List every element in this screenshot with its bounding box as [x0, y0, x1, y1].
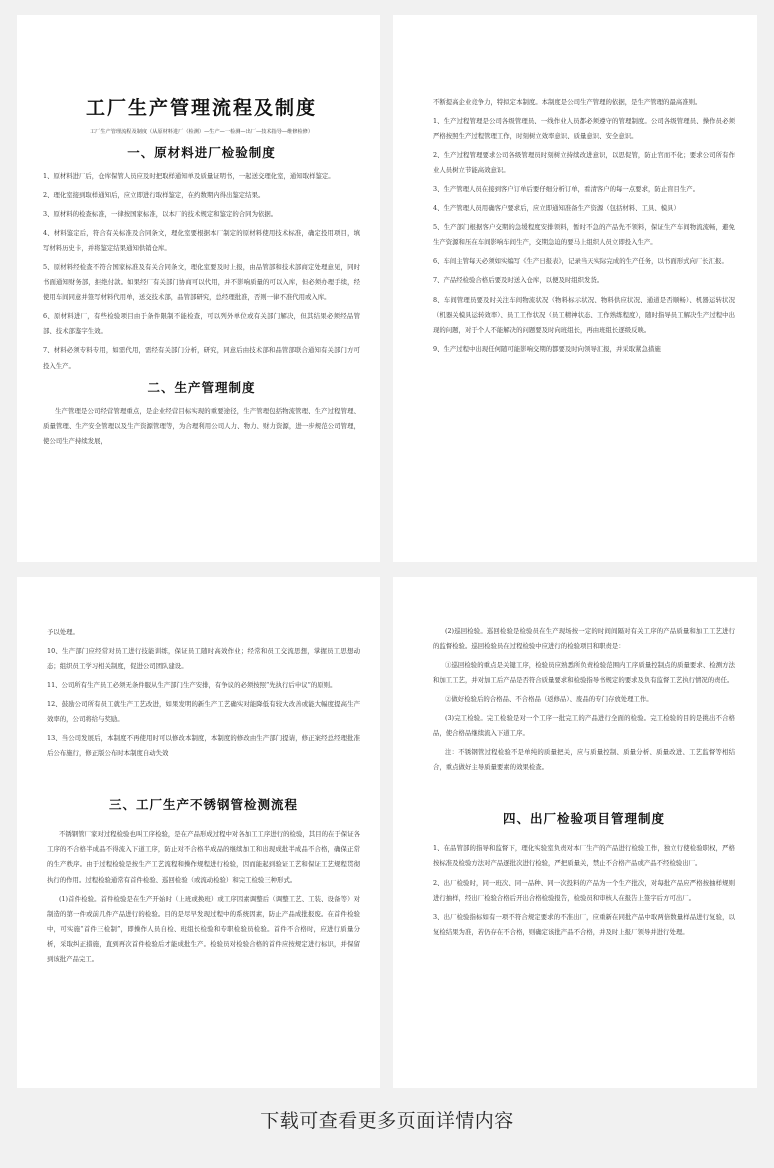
section-4-item: 1、在品管部的指导和监督下，理化实验室负责对本厂生产的产品进行检验工作，独立行使检验职权，严格按标准及检验方法对产品逐批次进行检验，严把质量关，禁止不合格产品或产品不经检验出厂。 — [433, 844, 735, 868]
section-1-item: 5、原材料经检查不符合国家标准及有关合同条文，理化室要及时上报，由品管部和技术部商定处理意见，同时书面通知财务部，拒绝付款。如果经厂有关部门协商可以代用，并不影响质量的可以入库，但必须办理手续，经使用车间同意并签写材料代用单，送交技术部，品管部研究，总经理批准，否则一律不准代用或入库。 — [43, 263, 360, 302]
document-page-3 — [17, 577, 380, 1088]
document-title: 工厂生产管理流程及制度 — [85, 97, 317, 119]
document-page-1 — [17, 15, 380, 562]
paragraph: 予以处理。 — [47, 628, 79, 636]
section-2-heading: 二、生产管理制度 — [147, 379, 256, 395]
list-item: 5、生产部门根据客户交期的急缓程度安排领料，暂时不急的产品先不领料，保证生产车间物流流畅，避免生产资源和压在车间影响车间生产，交期急迫的要马上组织人员立即投入生产。 — [433, 223, 735, 247]
list-item: 1、生产过程管理是公司各级管理员、一线作业人员都必须遵守的管理制度。公司各级管理员、操作员必须严格按照生产过程管理工作，时刻树立效率意识、质量意识、安全意识。 — [433, 117, 735, 141]
list-item: 10、生产部门应经常对员工进行技能训练，保证员工随时高效作业；经常和员工交流思想，掌握员工思想动态；组织员工学习相关制度，促进公司团队建设。 — [47, 647, 360, 671]
list-item: 13、当公司发展后，本制度不再使用时可以修改本制度，本制度的修改由生产部门提请，修正案经总经理批准后公布施行，修正版公布时本制度自动失效 — [47, 734, 360, 758]
list-item: 4、生产管理人员用确客户要求后，应立即通知准备生产资源（包括材料、工具、模具） — [433, 204, 680, 213]
list-item: 3、生产管理人员在接到客户订单后要仔细分析订单，看清客户的每一点要求，防止盲目生产。 — [433, 185, 700, 194]
list-item: 11、公司所有生产员工必须无条件服从生产部门生产安排，有争议的必须按照“先执行后申议”的原则。 — [47, 681, 337, 690]
document-page-2 — [393, 15, 757, 562]
paragraph: (2)巡回检验。巡回检验是检验员在生产现场按一定的时间间隔对有关工序的产品质量和加工工艺进行的监督检验。巡回检验员在过程检验中应进行的检验项目和职责是： — [433, 627, 735, 651]
section-1-item: 3、原材料的检查标准，一律按国家标准，以本厂的技术规定和鉴定的合同为依据。 — [43, 210, 278, 219]
section-2-paragraph: 生产管理是公司经营管理重点，是企业经营目标实现的重要途径，生产管理包括物流管理、生产过程管理、质量管理、生产安全管理以及生产资源管理等，为合理利用公司人力、物力、财力资源，进一步规范公司管理，使公司生产持续发展， — [43, 406, 360, 445]
list-item: 8、车间管理员要及时关注车间物流状况（物料标示状况、物料供应状况、通道是否顺畅）、机器运转状况（机器关模具运转效率）、员工工作状况（员工精神状态、工作熟练程度），随时指导员工解决生产过程中出现的问题，对于个人不能解决的问题要及时向班组长，再由班组长逐级反映。 — [433, 295, 735, 334]
section-3-paragraph: 不锈钢管厂家对过程检验也叫工序检验，是在产品形成过程中对各加工工序进行的检验，其目的在于保证各工序的不合格半成品不得流入下道工序，防止对不合格半成品的继续加工和出现成批半成品不合格，确保正常的生产秩序。由于过程检验是按生产工艺流程和操作规程进行检验，因而能起到验证工艺和保证工艺规程贯彻执行的作用。过程检验通常有首件检验、巡回检验（或流动检验）和完工检验三种形式。 — [47, 830, 360, 884]
section-1-item: 6、原材料进厂，有些检验项目由于条件限制不能检查，可以列外单位或有关部门解决，但其结果必须经品管部、技术部鉴字生效。 — [43, 312, 360, 336]
section-1-item: 1、原材料进厂后，仓库保管人员应及时把取样通知单及质量证明书，一起送交理化室，通知取样鉴定。 — [43, 172, 335, 180]
section-4-item: 2、出厂检验时，同一班次、同一品种、同一次投料的产品为一个生产批次，对每批产品应严格按抽样规则进行抽样，经出厂检验合格后开出合格检验报告，检验员和审核人在报告上签字后方可出厂。 — [433, 878, 735, 902]
document-page-4 — [393, 577, 757, 1088]
paragraph: (3)完工检验。完工检验是对一个工序一批完工的产品进行全面的检验。完工检验的目的是挑出不合格品，使合格品继续流入下道工序。 — [433, 714, 735, 738]
section-1-item: 4、材料鉴定后，符合有关标准及合同条文，理化室要根据本厂制定的原材料使用技术标准，确定投用项目，填写材料历史卡，并将鉴定结果通知供销仓库。 — [43, 229, 360, 253]
paragraph: ②做好检验后的合格品、不合格品（返修品）、废品的专门存放处理工作。 — [445, 695, 653, 704]
section-3-heading: 三、工厂生产不锈钢管检测流程 — [108, 797, 298, 813]
list-item: 6、车间主管每天必须如实编写《生产日报表》，记录当天实际完成的生产任务，以书面形式向厂长汇报。 — [433, 257, 728, 266]
section-1-item: 2、理化室接到取样通知后，应立即进行取样鉴定，在约数期内得出鉴定结果。 — [43, 191, 265, 200]
section-4-heading: 四、出厂检验项目管理制度 — [502, 811, 665, 827]
section-3-paragraph: (1)首件检验。首件检验是在生产开始时（上班或换班）或工序因素调整后（调整工艺、工装、设备等）对制造的第一件或前几件产品进行的检验。目的是尽早发现过程中的系统因素，防止产品成批报废。在首件检验中，可实施“首件三检制”，即操作人员自检、班组长检验和专职检验员检验。首件不合格时，应进行质量分析，采取纠正措施，直到再次首件检验后才能成批生产。检验员对检验合格的首件应按规定进行标识，并保留到该批产品完工。 — [47, 894, 360, 963]
list-item: 7、产品经检验合格后要及时送入仓库，以便及时组织发货。 — [433, 276, 604, 285]
section-1-heading: 一、原材料进厂检验制度 — [127, 145, 276, 160]
download-more-prompt[interactable]: 下载可查看更多页面详情内容 — [260, 1110, 514, 1132]
document-subtitle: 工厂生产管理流程及制度（从原材料进厂（检测）—生产—一检测—出厂—技术指导—维修检修） — [89, 129, 314, 135]
section-1-item: 7、材料必须专料专用，如需代用，需经有关部门分析，研究，同意后由技术部和品管部联合通知有关部门方可投入生产。 — [43, 346, 360, 370]
list-item: 9、生产过程中出现任何随可能影响交期的都要及时向领导汇报，并采取紧急措施 — [433, 344, 661, 353]
note-paragraph: 注：不锈钢管过程检验不是单纯的质量把关，应与质量控制、质量分析、质量改进、工艺监督等相结合，重点做好主导质量要素的效果检查。 — [433, 748, 735, 772]
paragraph: ①巡回检验的重点是关键工序，检验员应熟悉所负责检验范围内工序质量控制点的质量要求、检测方法和加工工艺，并对加工后产品是否符合质量要求和检验指导书规定的要求及负有监督工艺执行情况的责任。 — [433, 661, 735, 685]
section-4-item: 3、出厂检验指标如有一项不符合规定要求的不准出厂，应重新在同批产品中取两倍数量样品进行复验，以复检结果为准，若仍存在不合格，则确定该批产品不合格，并及时上报厂领导并进行处理。 — [433, 912, 735, 936]
list-item: 2、生产过程管理要求公司各级管理员时刻树立持续改进意识，以思促管，防止官而不化；要求公司所有作业人员树立节能高效意识。 — [433, 151, 735, 175]
list-item: 12、鼓励公司所有员工就生产工艺改进，如果发明的新生产工艺确实对能降低有较大改善或能大幅度提高生产效率的，公司将给与奖励。 — [47, 700, 360, 724]
paragraph: 不断提高企业竞争力，特拟定本制度。本制度是公司生产管理的依据，是生产管理的最高准则。 — [433, 98, 702, 106]
